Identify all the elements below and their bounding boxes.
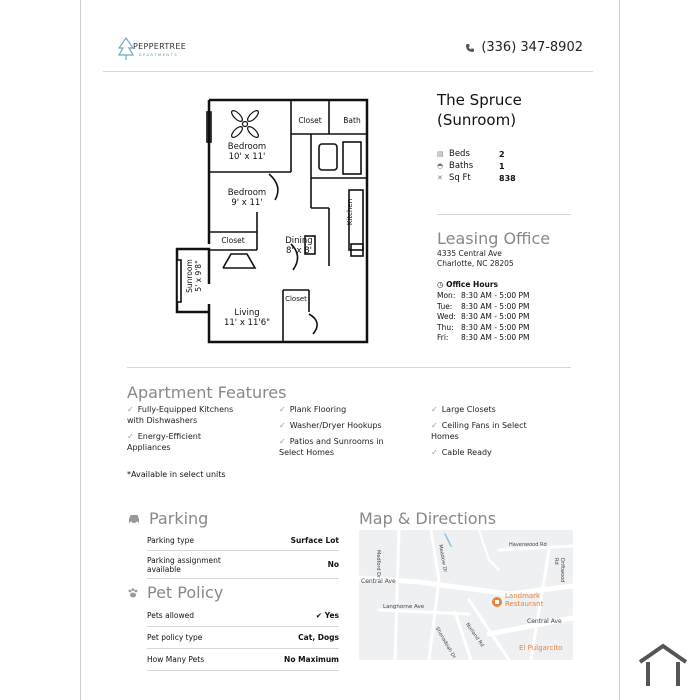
feature-item bbox=[279, 420, 419, 431]
check-icon: ✓ bbox=[279, 405, 286, 414]
stat-value: 2 bbox=[499, 149, 505, 159]
parking-title: Parking bbox=[149, 509, 209, 528]
room-closet-label-3: Closet bbox=[285, 295, 307, 303]
row-value: No bbox=[327, 560, 339, 569]
room-name: Bedroom bbox=[227, 142, 267, 152]
hours-row bbox=[437, 323, 530, 334]
room-name: Bedroom bbox=[227, 188, 267, 198]
features-column-1 bbox=[127, 404, 267, 458]
hours-day: Mon: bbox=[437, 291, 456, 300]
parking-heading bbox=[127, 509, 208, 528]
feature-text: Patios and Sunrooms in bbox=[289, 437, 384, 446]
home-icon[interactable] bbox=[636, 642, 690, 688]
logo-name: PEPPERTREE bbox=[133, 42, 187, 51]
stat-label: Beds bbox=[449, 149, 470, 159]
clock-icon: ◷ bbox=[437, 280, 444, 289]
map-place-label: El Pulgarcito bbox=[519, 644, 563, 652]
area-icon: ✕ bbox=[437, 174, 443, 182]
table-row bbox=[147, 605, 339, 627]
address-line-2: Charlotte, NC 28205 bbox=[437, 259, 514, 268]
table-row bbox=[147, 649, 339, 671]
room-closet-label-2: Closet bbox=[221, 236, 245, 245]
row-label: Parking type bbox=[147, 536, 194, 545]
feature-text: Energy-Efficient bbox=[137, 432, 201, 441]
stat-baths bbox=[437, 160, 516, 172]
pet-policy-title: Pet Policy bbox=[147, 583, 224, 602]
map-street-label: Norland Rd bbox=[464, 622, 485, 649]
hours-day: Thu: bbox=[437, 322, 454, 332]
feature-item bbox=[279, 436, 419, 458]
features-column-2 bbox=[279, 404, 419, 463]
map-street-label: Driftwood Rd bbox=[553, 558, 565, 583]
place-name-line-1: Landmark bbox=[505, 592, 541, 600]
office-hours-list bbox=[437, 291, 530, 344]
floorplan-drawing bbox=[173, 94, 371, 348]
row-value: No Maximum bbox=[284, 655, 339, 664]
pet-policy-heading bbox=[127, 583, 223, 602]
phone-number: (336) 347-8902 bbox=[481, 40, 583, 55]
row-label: Pets allowed bbox=[147, 611, 194, 620]
map-street-label: Meadow Dr bbox=[437, 544, 448, 573]
features-column-3 bbox=[431, 404, 571, 463]
room-dining bbox=[279, 236, 319, 256]
map-street-label: Havenwood Rd bbox=[509, 542, 547, 548]
feature-text-cont: Appliances bbox=[127, 443, 171, 452]
hours-row bbox=[437, 312, 530, 323]
address-line-1: 4335 Central Ave bbox=[437, 249, 502, 258]
row-value: Surface Lot bbox=[290, 536, 339, 545]
room-size: 5' x 9'8" bbox=[194, 260, 203, 292]
peppertree-logo bbox=[117, 36, 197, 62]
row-value bbox=[316, 611, 339, 620]
feature-text-cont: Homes bbox=[431, 432, 459, 441]
table-row bbox=[147, 551, 339, 579]
row-value-text: Yes bbox=[324, 611, 339, 620]
stat-sqft bbox=[437, 172, 516, 184]
phone-link[interactable] bbox=[465, 40, 583, 55]
map-street-label: Central Ave bbox=[527, 618, 562, 625]
place-name-line-2: Restaurant bbox=[505, 600, 544, 608]
hours-row bbox=[437, 302, 530, 313]
stat-label: Sq Ft bbox=[449, 173, 471, 183]
feature-text: Fully-Equipped Kitchens bbox=[137, 405, 234, 414]
header-divider bbox=[103, 71, 593, 72]
map-title: Map & Directions bbox=[359, 509, 497, 528]
hours-day: Tue: bbox=[437, 301, 453, 311]
hours-time: 8:30 AM - 5:00 PM bbox=[461, 301, 530, 311]
hours-time: 8:30 AM - 5:00 PM bbox=[461, 333, 530, 342]
office-hours-title bbox=[437, 280, 498, 289]
room-kitchen-label: Kitchen bbox=[346, 198, 354, 226]
logo-subtitle: APARTMENTS bbox=[139, 53, 179, 57]
row-label: How Many Pets bbox=[147, 655, 205, 664]
hours-day: Fri: bbox=[437, 333, 449, 342]
room-name: Sunroom bbox=[185, 259, 194, 293]
hours-row bbox=[437, 333, 530, 344]
parking-table bbox=[147, 531, 339, 579]
car-icon bbox=[127, 513, 141, 525]
feature-item bbox=[431, 420, 571, 442]
room-bedroom-1 bbox=[217, 142, 277, 162]
leasing-office-address bbox=[437, 249, 514, 269]
map-street-label: Langhorne Ave bbox=[383, 604, 425, 610]
check-icon: ✓ bbox=[279, 421, 286, 430]
feature-item bbox=[127, 404, 267, 426]
hours-day: Wed: bbox=[437, 312, 456, 321]
map-street-label: Medford Dr bbox=[375, 550, 381, 579]
feature-item bbox=[431, 404, 571, 415]
unit-stats bbox=[437, 148, 516, 184]
office-hours-label: Office Hours bbox=[446, 280, 498, 289]
room-size: 8' x 8' bbox=[286, 246, 312, 256]
table-row bbox=[147, 627, 339, 649]
check-icon: ✓ bbox=[279, 437, 286, 446]
map-street-label: Shenadoah Dr bbox=[433, 626, 457, 660]
floorplan-document-page bbox=[80, 0, 620, 700]
room-living bbox=[217, 308, 277, 328]
phone-icon bbox=[465, 43, 475, 53]
room-name: Dining bbox=[285, 236, 313, 246]
unit-divider bbox=[437, 214, 571, 215]
features-title: Apartment Features bbox=[127, 383, 287, 402]
table-row bbox=[147, 531, 339, 551]
feature-text: Large Closets bbox=[441, 405, 496, 414]
pet-policy-table bbox=[147, 605, 339, 671]
feature-text: Cable Ready bbox=[441, 448, 492, 457]
check-circle-icon: ✔ bbox=[315, 611, 323, 620]
feature-text-cont: with Dishwashers bbox=[127, 416, 198, 425]
room-size: 10' x 11' bbox=[228, 152, 266, 162]
home-outline-svg bbox=[636, 642, 690, 688]
row-label: Parking assignment available bbox=[147, 555, 221, 574]
feature-item bbox=[279, 404, 419, 415]
unit-title bbox=[437, 90, 522, 130]
room-name: Living bbox=[234, 308, 260, 318]
check-icon: ✓ bbox=[127, 432, 134, 441]
feature-text: Plank Flooring bbox=[289, 405, 347, 414]
room-size: 11' x 11'6" bbox=[223, 318, 271, 328]
hours-time: 8:30 AM - 5:00 PM bbox=[461, 291, 530, 300]
check-icon: ✓ bbox=[127, 405, 134, 414]
row-label: Pet policy type bbox=[147, 633, 203, 642]
leasing-office-title: Leasing Office bbox=[437, 229, 551, 248]
check-icon: ✓ bbox=[431, 448, 438, 457]
hours-time: 8:30 AM - 5:00 PM bbox=[461, 312, 530, 321]
feature-item bbox=[127, 431, 267, 453]
availability-note: *Available in select units bbox=[127, 470, 226, 479]
stat-value: 1 bbox=[499, 161, 505, 171]
map-widget[interactable] bbox=[359, 530, 573, 660]
unit-title-line-1: The Spruce bbox=[437, 91, 522, 109]
stat-beds bbox=[437, 148, 516, 160]
stat-value: 838 bbox=[499, 173, 516, 183]
map-place-label bbox=[505, 592, 543, 608]
feature-item bbox=[431, 447, 571, 458]
map-street-label: Central Ave bbox=[361, 578, 396, 585]
feature-text-cont: Select Homes bbox=[279, 448, 335, 457]
room-closet-label-1: Closet bbox=[298, 116, 322, 125]
check-icon: ✓ bbox=[431, 405, 438, 414]
features-divider bbox=[127, 367, 571, 368]
room-bedroom-2 bbox=[217, 188, 277, 208]
row-value: Cat, Dogs bbox=[298, 633, 339, 642]
room-sunroom bbox=[185, 246, 203, 306]
feature-text: Ceiling Fans in Select bbox=[441, 421, 527, 430]
ceiling-fan-icon bbox=[230, 109, 260, 139]
room-bath-label: Bath bbox=[343, 116, 361, 125]
paw-icon bbox=[127, 587, 139, 599]
feature-text: Washer/Dryer Hookups bbox=[289, 421, 382, 430]
hours-row bbox=[437, 291, 530, 302]
check-icon: ✓ bbox=[431, 421, 438, 430]
bed-icon: ▤ bbox=[437, 150, 444, 158]
stat-label: Baths bbox=[449, 161, 474, 171]
room-size: 9' x 11' bbox=[231, 198, 263, 208]
hours-time: 8:30 AM - 5:00 PM bbox=[461, 322, 530, 332]
unit-title-line-2: (Sunroom) bbox=[437, 111, 517, 129]
bath-icon: ◓ bbox=[437, 162, 444, 170]
